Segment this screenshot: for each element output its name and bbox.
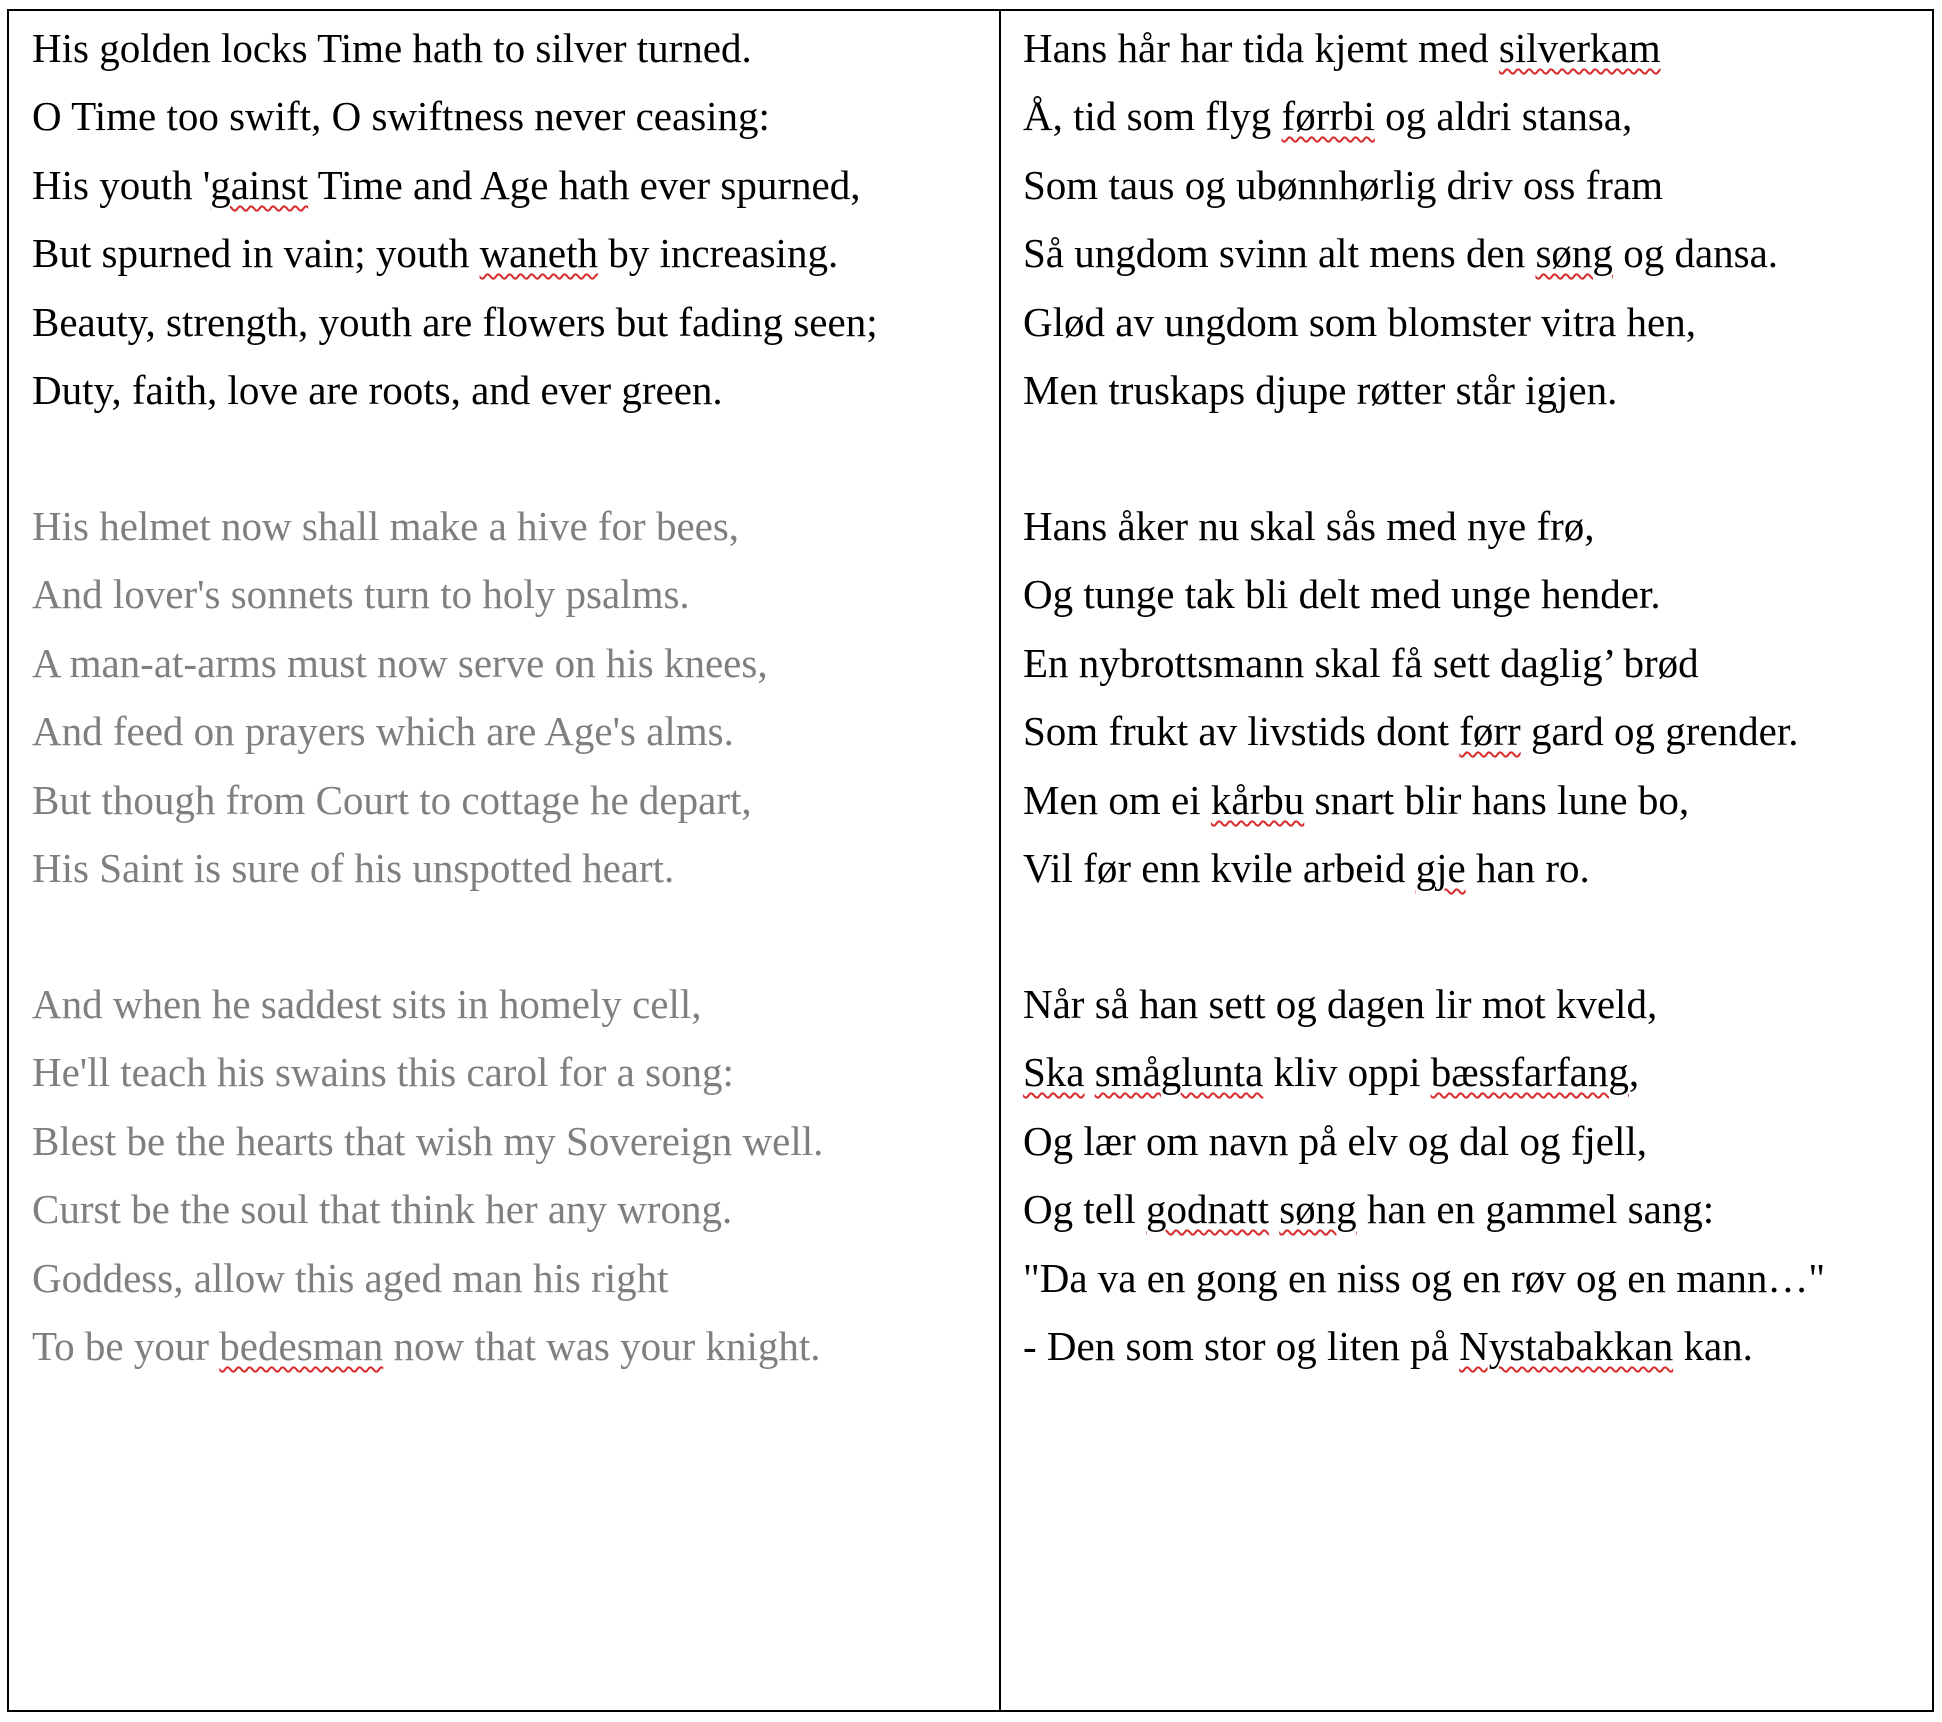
poem-line bbox=[32, 1047, 734, 1097]
poem-line bbox=[1023, 365, 1617, 415]
poem-line bbox=[1023, 1321, 1753, 1371]
line-text: Og tunge tak bli delt med unge hender. bbox=[1023, 571, 1661, 617]
line-text: Men truskaps djupe røtter står igjen. bbox=[1023, 367, 1618, 413]
spellcheck-flagged-word: godnatt bbox=[1145, 1186, 1269, 1232]
poem-line bbox=[1023, 569, 1661, 619]
poem-line bbox=[1023, 501, 1595, 551]
poem-line bbox=[1023, 23, 1661, 73]
line-text: Og tell bbox=[1023, 1186, 1146, 1232]
line-text: Som taus og ubønnhørlig driv oss fram bbox=[1023, 162, 1664, 208]
poem-line bbox=[1023, 160, 1663, 210]
norwegian-column bbox=[1001, 11, 1932, 1710]
spellcheck-flagged-word: gainst bbox=[210, 162, 309, 208]
poem-line bbox=[32, 365, 723, 415]
poem-translation-table bbox=[7, 9, 1934, 1712]
english-column bbox=[9, 11, 1001, 1710]
line-text: han en gammel sang: bbox=[1356, 1186, 1715, 1232]
line-text: And when he saddest sits in homely cell, bbox=[32, 981, 702, 1027]
poem-line bbox=[1023, 297, 1696, 347]
line-text: Når så han sett og dagen lir mot kveld, bbox=[1023, 981, 1658, 1027]
line-text: , bbox=[1628, 1049, 1640, 1095]
poem-line bbox=[1023, 638, 1699, 688]
poem-line bbox=[1023, 979, 1657, 1029]
poem-line bbox=[1023, 1047, 1639, 1097]
line-text: - Den som stor og liten på bbox=[1023, 1323, 1460, 1369]
line-text: But spurned in vain; youth bbox=[32, 230, 480, 276]
spellcheck-flagged-word: gje bbox=[1415, 845, 1466, 891]
spellcheck-flagged-word: søng bbox=[1535, 230, 1613, 276]
line-text: Hans hår har tida kjemt med bbox=[1023, 25, 1499, 71]
spellcheck-flagged-word: bæssfarfang bbox=[1430, 1049, 1629, 1095]
line-text: kan. bbox=[1673, 1323, 1753, 1369]
line-text: Glød av ungdom som blomster vitra hen, bbox=[1023, 299, 1696, 345]
spellcheck-flagged-word: småglunta bbox=[1094, 1049, 1264, 1095]
line-text: Å, tid som flyg bbox=[1023, 93, 1282, 139]
line-text: Curst be the soul that think her any wrong. bbox=[32, 1186, 733, 1232]
poem-line bbox=[32, 775, 752, 825]
poem-line bbox=[32, 1116, 823, 1166]
spellcheck-flagged-word: bedesman bbox=[219, 1323, 384, 1369]
poem-line bbox=[32, 501, 739, 551]
line-text: En nybrottsmann skal få sett daglig’ brød bbox=[1023, 640, 1699, 686]
line-text bbox=[1085, 1049, 1095, 1095]
poem-line bbox=[32, 1253, 669, 1303]
line-text: now that was your knight. bbox=[383, 1323, 821, 1369]
spellcheck-flagged-word: kårbu bbox=[1210, 777, 1305, 823]
line-text bbox=[1269, 1186, 1279, 1232]
poem-line bbox=[1023, 706, 1798, 756]
poem-line bbox=[1023, 228, 1778, 278]
line-text: He'll teach his swains this carol for a song: bbox=[32, 1049, 734, 1095]
spellcheck-flagged-word: søng bbox=[1279, 1186, 1357, 1232]
poem-line bbox=[32, 297, 878, 347]
line-text: Og lær om navn på elv og dal og fjell, bbox=[1023, 1118, 1647, 1164]
line-text: O Time too swift, O swiftness never ceasing: bbox=[32, 93, 770, 139]
line-text: His youth ' bbox=[32, 162, 211, 208]
line-text: han ro. bbox=[1465, 845, 1590, 891]
line-text: og aldri stansa, bbox=[1374, 93, 1633, 139]
spellcheck-flagged-word: Nystabakkan bbox=[1459, 1323, 1674, 1369]
poem-line bbox=[1023, 843, 1590, 893]
spellcheck-flagged-word: silverkam bbox=[1498, 25, 1661, 71]
poem-line bbox=[32, 1321, 821, 1371]
line-text: "Da va en gong en niss og en røv og en mann…" bbox=[1023, 1255, 1826, 1301]
poem-line bbox=[32, 706, 734, 756]
line-text: og dansa. bbox=[1612, 230, 1779, 276]
poem-line bbox=[32, 160, 860, 210]
line-text: gard og grender. bbox=[1520, 708, 1799, 754]
line-text: Time and Age hath ever spurned, bbox=[308, 162, 861, 208]
line-text: Så ungdom svinn alt mens den bbox=[1023, 230, 1536, 276]
poem-line bbox=[1023, 1253, 1825, 1303]
poem-line bbox=[1023, 91, 1632, 141]
poem-line bbox=[32, 23, 752, 73]
poem-line bbox=[32, 91, 770, 141]
line-text: Duty, faith, love are roots, and ever green. bbox=[32, 367, 723, 413]
line-text: Som frukt av livstids dont bbox=[1023, 708, 1460, 754]
spellcheck-flagged-word: Ska bbox=[1023, 1049, 1085, 1095]
line-text: by increasing. bbox=[597, 230, 839, 276]
poem-line bbox=[32, 979, 702, 1029]
spellcheck-flagged-word: førrbi bbox=[1281, 93, 1375, 139]
line-text: His golden locks Time hath to silver turned. bbox=[32, 25, 752, 71]
line-text: Goddess, allow this aged man his right bbox=[32, 1255, 669, 1301]
line-text: Vil før enn kvile arbeid bbox=[1023, 845, 1416, 891]
line-text: His Saint is sure of his unspotted heart. bbox=[32, 845, 675, 891]
line-text: But though from Court to cottage he depart, bbox=[32, 777, 752, 823]
line-text: His helmet now shall make a hive for bees, bbox=[32, 503, 740, 549]
line-text: snart blir hans lune bo, bbox=[1304, 777, 1690, 823]
poem-line bbox=[32, 228, 838, 278]
line-text: Beauty, strength, youth are flowers but fading seen; bbox=[32, 299, 878, 345]
poem-line bbox=[32, 638, 768, 688]
poem-line bbox=[1023, 1116, 1647, 1166]
line-text: kliv oppi bbox=[1263, 1049, 1431, 1095]
line-text: Blest be the hearts that wish my Sovereign well. bbox=[32, 1118, 824, 1164]
line-text: Hans åker nu skal sås med nye frø, bbox=[1023, 503, 1595, 549]
spellcheck-flagged-word: førr bbox=[1459, 708, 1521, 754]
poem-line bbox=[1023, 775, 1689, 825]
poem-line bbox=[32, 569, 690, 619]
poem-line bbox=[32, 1184, 732, 1234]
poem-line bbox=[1023, 1184, 1714, 1234]
line-text: And lover's sonnets turn to holy psalms. bbox=[32, 571, 690, 617]
line-text: A man-at-arms must now serve on his knees, bbox=[32, 640, 768, 686]
spellcheck-flagged-word: waneth bbox=[479, 230, 598, 276]
poem-line bbox=[32, 843, 674, 893]
line-text: And feed on prayers which are Age's alms. bbox=[32, 708, 734, 754]
line-text: To be your bbox=[32, 1323, 220, 1369]
line-text: Men om ei bbox=[1023, 777, 1211, 823]
